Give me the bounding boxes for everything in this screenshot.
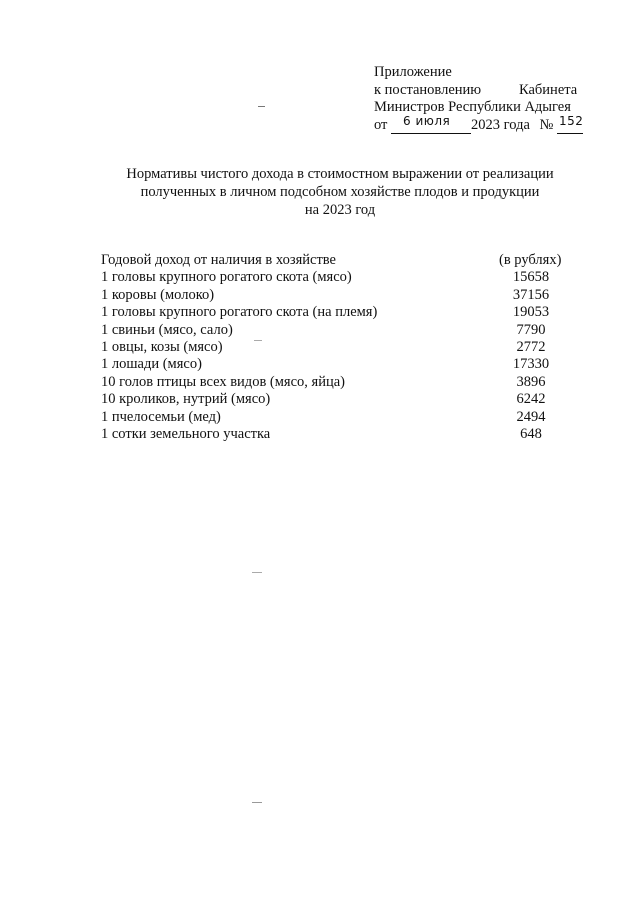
- table-row: [101, 409, 571, 426]
- row-label: 1 пчелосемьи (мед): [101, 408, 221, 425]
- scan-speck: [254, 340, 262, 341]
- resolution-line: [374, 82, 594, 100]
- table-row: [101, 304, 571, 321]
- date-field: [391, 114, 471, 134]
- row-label: 1 коровы (молоко): [101, 286, 215, 303]
- row-value: 15658: [512, 269, 550, 286]
- appendix-header: [374, 64, 594, 134]
- table-row: [101, 426, 571, 443]
- row-value: 7790: [516, 321, 546, 338]
- row-label: 10 кроликов, нутрий (мясо): [101, 391, 271, 408]
- row-label: 1 свиньи (мясо, сало): [101, 321, 233, 338]
- row-label: 1 головы крупного рогатого скота (на племя): [101, 304, 378, 321]
- row-label: 1 лошади (мясо): [101, 356, 202, 373]
- table-row: [101, 356, 571, 373]
- title-line-1: Нормативы чистого дохода в стоимостном выражении от реализации: [126, 166, 554, 182]
- table-row: [101, 322, 571, 339]
- date-number-line: [374, 114, 594, 135]
- date-prefix: от: [374, 116, 388, 133]
- table-row: [101, 391, 571, 408]
- table-row: [101, 269, 571, 286]
- table-row: [101, 287, 571, 304]
- row-value: 648: [520, 425, 542, 442]
- resolution-label: к постановлению: [374, 81, 482, 98]
- appendix-label: Приложение: [374, 64, 452, 80]
- handwritten-number: 152: [558, 114, 584, 128]
- cabinet-label: Кабинета: [519, 81, 578, 98]
- row-label: 1 головы крупного рогатого скота (мясо): [101, 269, 352, 286]
- document-title: [60, 165, 620, 219]
- column-header-label: Годовой доход от наличия в хозяйстве: [101, 252, 336, 268]
- scan-speck: [252, 572, 262, 573]
- row-label: 1 овцы, козы (мясо): [101, 338, 223, 355]
- number-field: [557, 114, 584, 134]
- row-value: 37156: [512, 286, 550, 303]
- income-table: [101, 252, 571, 443]
- table-header-row: [101, 252, 571, 269]
- number-sign: №: [539, 116, 554, 133]
- row-value: 17330: [512, 356, 550, 373]
- row-value: 3896: [516, 373, 546, 390]
- title-line-3: на 2023 год: [304, 202, 376, 218]
- row-value: 6242: [516, 391, 546, 408]
- scan-speck: [252, 802, 262, 803]
- row-value: 2772: [516, 338, 546, 355]
- ministers-line: Министров Республики Адыгея: [374, 99, 571, 115]
- column-header-unit: (в рублях): [499, 252, 562, 268]
- row-value: 2494: [516, 408, 546, 425]
- title-line-2: полученных в личном подсобном хозяйстве плодов и продукции: [140, 184, 540, 200]
- handwritten-date: 6 июля: [403, 114, 451, 128]
- row-label: 10 голов птицы всех видов (мясо, яйца): [101, 373, 345, 390]
- row-label: 1 сотки земельного участка: [101, 425, 271, 442]
- scan-speck: [258, 106, 265, 107]
- year-text: 2023 года: [471, 116, 530, 133]
- table-row: [101, 374, 571, 391]
- row-value: 19053: [512, 304, 550, 321]
- table-row: [101, 339, 571, 356]
